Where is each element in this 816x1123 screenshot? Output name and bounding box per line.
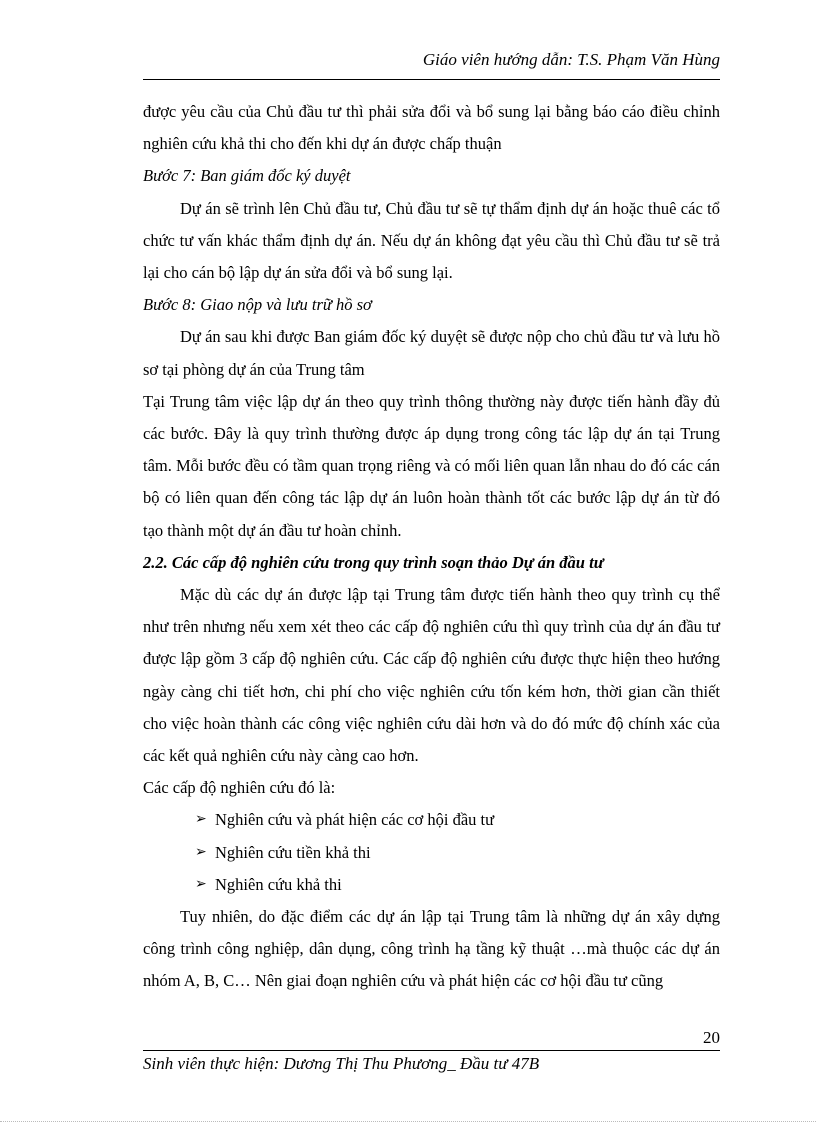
- arrow-bullet-icon: ➢: [195, 812, 207, 828]
- list-item: [195, 804, 720, 836]
- paragraph-research-levels: Mặc dù các dự án được lập tại Trung tâm được tiến hành theo quy trình cụ thể như trên nhưng nếu xem xét theo các cấp độ nghiên cứu thì quy trình của dự án đầu tư được lập gồm 3 cấp độ nghiên cứu. Các cấp độ nghiên cứu được thực hiện theo hướng ngày càng chi tiết hơn, chi phí cho việc nghiên cứu tốn kém hơn, thời gian cần thiết cho việc hoàn thành các công việc nghiên cứu dài hơn và do đó mức độ chính xác của các kết quả nghiên cứu này càng cao hơn.: [143, 585, 720, 766]
- levels-list: [143, 804, 720, 901]
- list-item-text: Nghiên cứu và phát hiện các cơ hội đầu tư: [215, 810, 495, 830]
- step-8-heading: Bước 8: Giao nộp và lưu trữ hồ sơ: [143, 295, 372, 315]
- paragraph-step-7: Dự án sẽ trình lên Chủ đầu tư, Chủ đầu tư sẽ tự thẩm định dự án hoặc thuê các tổ chức tư vấn khác thẩm định dự án. Nếu dự án không đạt yêu cầu thì Chủ đầu tư sẽ trả lại cho cán bộ lập dự án sửa đổi và bổ sung lại.: [143, 198, 720, 283]
- header-divider: [143, 79, 720, 80]
- paragraph-summary: Tại Trung tâm việc lập dự án theo quy trình thông thường này được tiến hành đầy đủ các bước. Đây là quy trình thường được áp dụng trong công tác lập dự án tại Trung tâm. Mỗi bước đều có tầm quan trọng riêng và có mối liên quan lẫn nhau do đó các cán bộ có liên quan đến công tác lập dự án luôn hoàn thành tốt các bước lập dự án từ đó tạo thành một dự án đầu tư hoàn chỉnh.: [143, 391, 720, 540]
- running-footer: Sinh viên thực hiện: Dương Thị Thu Phương_ Đầu tư 47B: [143, 1054, 540, 1073]
- list-item-text: Nghiên cứu khả thi: [215, 874, 342, 894]
- list-item: [195, 837, 720, 869]
- page-edge-divider: [0, 1121, 816, 1122]
- paragraph-closing: Tuy nhiên, do đặc điểm các dự án lập tại Trung tâm là những dự án xây dựng công trình công nghiệp, dân dụng, công trình hạ tầng kỹ thuật …mà thuộc các dự án nhóm A, B, C… Nên giai đoạn nghiên cứu và phát hiện các cơ hội đầu tư cũng: [143, 907, 720, 991]
- paragraph-step-8: Dự án sau khi được Ban giám đốc ký duyệt sẽ được nộp cho chủ đầu tư và lưu hồ sơ tại phòng dự án của Trung tâm: [143, 327, 720, 379]
- arrow-bullet-icon: ➢: [195, 876, 207, 892]
- page-number: 20: [703, 1028, 720, 1047]
- list-item-text: Nghiên cứu tiền khả thi: [215, 842, 371, 862]
- footer-divider: [143, 1050, 720, 1051]
- running-header: Giáo viên hướng dẫn: T.S. Phạm Văn Hùng: [422, 50, 720, 69]
- list-item: [195, 869, 720, 901]
- page-body: [143, 96, 720, 998]
- arrow-bullet-icon: ➢: [195, 844, 207, 860]
- paragraph-continued: được yêu cầu của Chủ đầu tư thì phải sửa đổi và bổ sung lại bằng báo cáo điều chỉnh nghiên cứu khả thi cho đến khi dự án được chấp thuận: [143, 102, 720, 154]
- step-7-heading: Bước 7: Ban giám đốc ký duyệt: [143, 166, 351, 186]
- levels-intro: Các cấp độ nghiên cứu đó là:: [143, 778, 336, 798]
- section-heading: 2.2. Các cấp độ nghiên cứu trong quy trình soạn thảo Dự án đầu tư: [143, 552, 604, 572]
